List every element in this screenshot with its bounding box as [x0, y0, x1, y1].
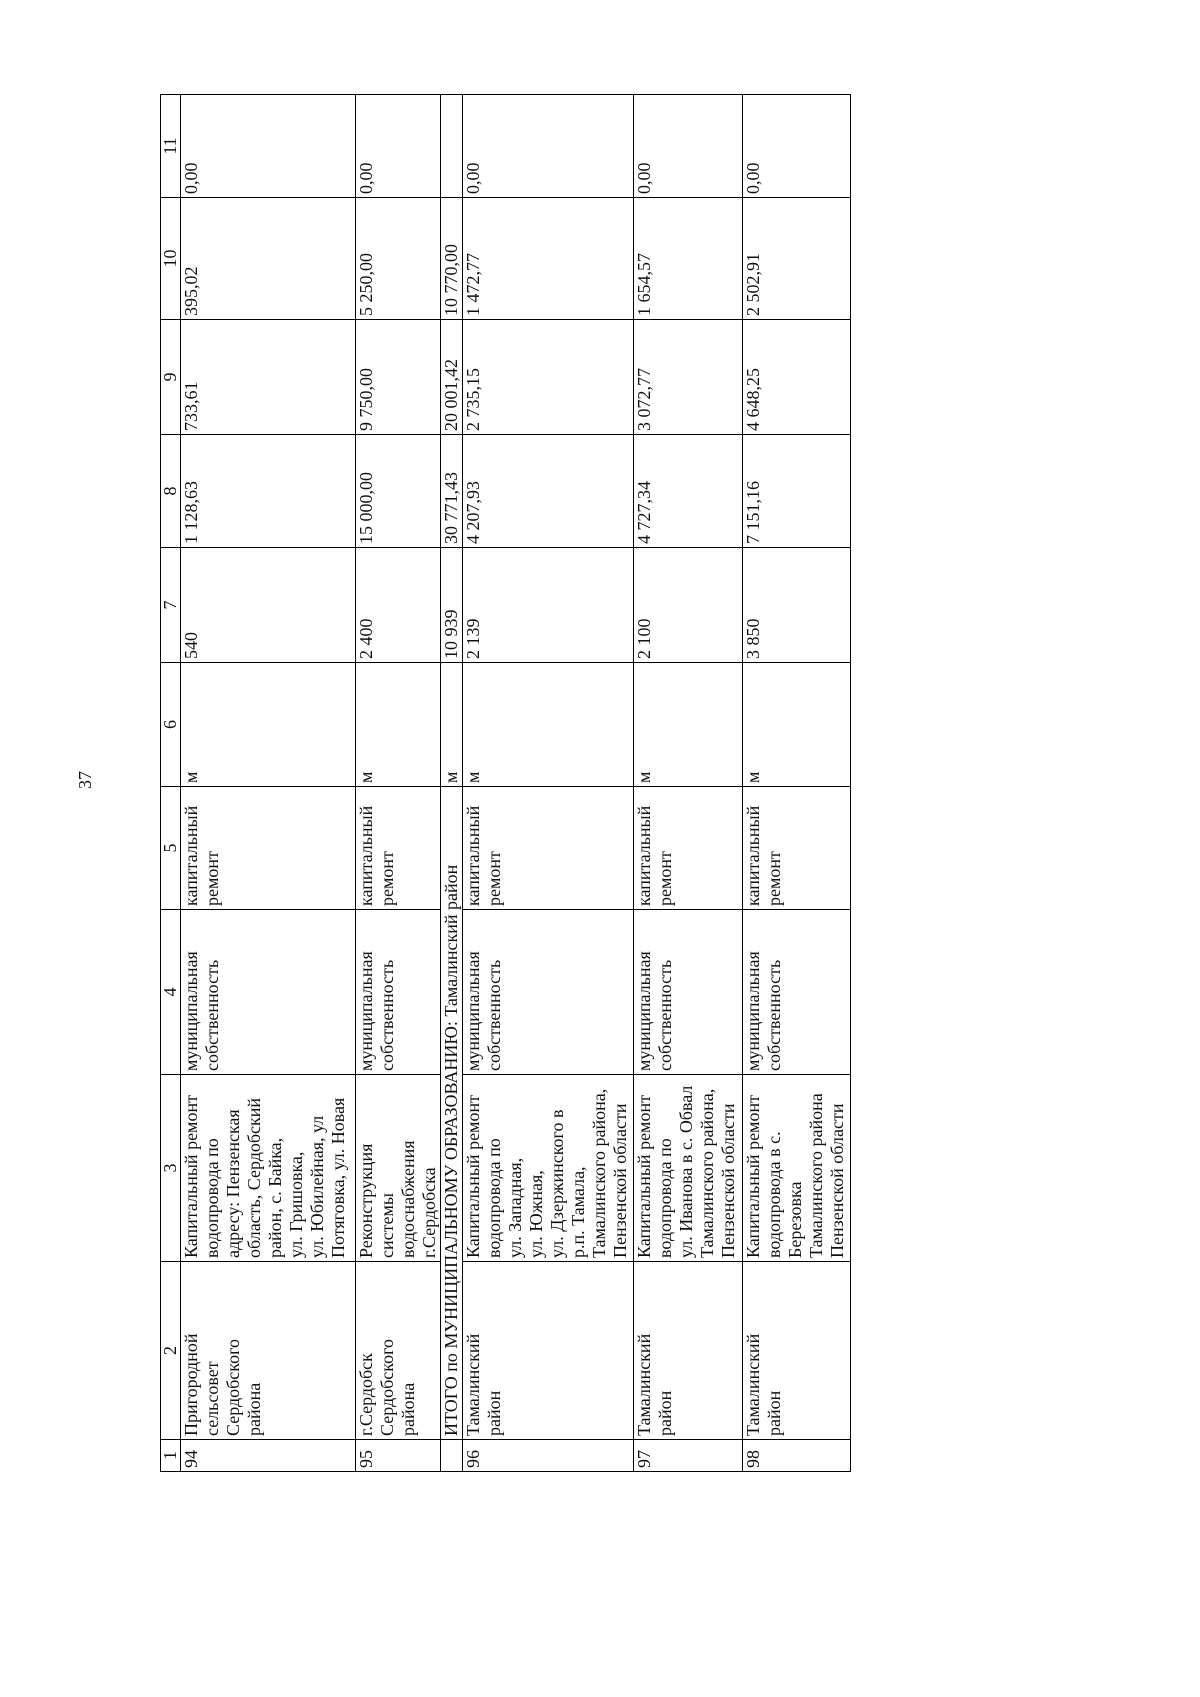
municipality-cell: Пригородной сельсовет Сердобского района [181, 1262, 356, 1440]
header-col-11: 11 [161, 95, 181, 198]
total-row [441, 95, 463, 1472]
value-col-9-cell: 733,61 [181, 320, 356, 435]
table-row [181, 95, 356, 1472]
value-col-11-cell: 0,00 [181, 95, 356, 198]
ownership-cell: муниципальная собственность [463, 910, 634, 1075]
value-col-8-cell: 1 128,63 [181, 435, 356, 548]
rotated-table-sheet [160, 95, 851, 1472]
header-col-2: 2 [161, 1262, 181, 1440]
municipality-cell: г.Сердобск Сердобского района [356, 1262, 441, 1440]
data-table [160, 94, 851, 1472]
quantity-cell: 10 939 [441, 548, 463, 663]
row-number-cell: 95 [356, 1440, 441, 1472]
row-number-cell: 96 [463, 1440, 634, 1472]
value-col-10-cell: 10 770,00 [441, 198, 463, 320]
header-col-5: 5 [161, 787, 181, 910]
table-body [181, 95, 851, 1472]
value-col-10-cell: 1 472,77 [463, 198, 634, 320]
quantity-cell: 3 850 [743, 548, 851, 663]
value-col-8-cell: 15 000,00 [356, 435, 441, 548]
table-row [634, 95, 743, 1472]
unit-cell: м [634, 663, 743, 787]
header-col-9: 9 [161, 320, 181, 435]
object-name-cell: Капитальный ремонт водопровода по адресу: Пензенская область, Сердобский район, с. Байка, ул. Гришовка, ул. Юбилейная, ул Потяговка, ул. Новая [181, 1075, 356, 1262]
ownership-cell: муниципальная собственность [634, 910, 743, 1075]
value-col-8-cell: 30 771,43 [441, 435, 463, 548]
unit-cell: м [441, 663, 463, 787]
value-col-10-cell: 5 250,00 [356, 198, 441, 320]
value-col-8-cell: 4 207,93 [463, 435, 634, 548]
object-name-cell: Капитальный ремонт водопровода в с. Березовка Тамалинского района Пензенской области [743, 1075, 851, 1262]
header-col-3: 3 [161, 1075, 181, 1262]
table-row [463, 95, 634, 1472]
header-col-8: 8 [161, 435, 181, 548]
ownership-cell: муниципальная собственность [181, 910, 356, 1075]
ownership-cell: муниципальная собственность [743, 910, 851, 1075]
work-type-cell: капитальный ремонт [634, 787, 743, 910]
object-name-cell: Реконструкция системы водоснабжения г.Сердобска [356, 1075, 441, 1262]
object-name-cell: Капитальный ремонт водопровода по ул. Западная, ул. Южная, ул. Дзержинского в р.п. Тамала, Тамалинского района, Пензенской области [463, 1075, 634, 1262]
value-col-11-cell: 0,00 [356, 95, 441, 198]
value-col-9-cell: 4 648,25 [743, 320, 851, 435]
work-type-cell: капитальный ремонт [463, 787, 634, 910]
unit-cell: м [463, 663, 634, 787]
header-row [161, 95, 181, 1472]
quantity-cell: 2 139 [463, 548, 634, 663]
quantity-cell: 540 [181, 548, 356, 663]
unit-cell: м [181, 663, 356, 787]
object-name-cell: Капитальный ремонт водопровода по ул. Иванова в с. Обвал Тамалинского района, Пензенской области [634, 1075, 743, 1262]
header-col-4: 4 [161, 910, 181, 1075]
municipality-cell: Тамалинский район [743, 1262, 851, 1440]
work-type-cell: капитальный ремонт [743, 787, 851, 910]
unit-cell: м [356, 663, 441, 787]
value-col-11-cell: 0,00 [463, 95, 634, 198]
value-col-10-cell: 2 502,91 [743, 198, 851, 320]
value-col-8-cell: 7 151,16 [743, 435, 851, 548]
unit-cell: м [743, 663, 851, 787]
municipality-cell: Тамалинский район [634, 1262, 743, 1440]
value-col-9-cell: 9 750,00 [356, 320, 441, 435]
row-number-cell: 97 [634, 1440, 743, 1472]
value-col-9-cell: 20 001,42 [441, 320, 463, 435]
ownership-cell: муниципальная собственность [356, 910, 441, 1075]
value-col-11-cell: 0,00 [634, 95, 743, 198]
value-col-9-cell: 2 735,15 [463, 320, 634, 435]
header-col-10: 10 [161, 198, 181, 320]
value-col-10-cell: 395,02 [181, 198, 356, 320]
table-header [161, 95, 181, 1472]
table-row [356, 95, 441, 1472]
total-label-cell: ИТОГО по МУНИЦИПАЛЬНОМУ ОБРАЗОВАНИЮ: Тамалинский район [441, 787, 463, 1440]
work-type-cell: капитальный ремонт [356, 787, 441, 910]
row-number-cell [441, 1440, 463, 1472]
value-col-11-cell [441, 95, 463, 198]
header-col-1: 1 [161, 1440, 181, 1472]
header-col-7: 7 [161, 548, 181, 663]
table-row [743, 95, 851, 1472]
value-col-8-cell: 4 727,34 [634, 435, 743, 548]
value-col-10-cell: 1 654,57 [634, 198, 743, 320]
value-col-11-cell: 0,00 [743, 95, 851, 198]
header-col-6: 6 [161, 663, 181, 787]
row-number-cell: 94 [181, 1440, 356, 1472]
quantity-cell: 2 400 [356, 548, 441, 663]
municipality-cell: Тамалинский район [463, 1262, 634, 1440]
value-col-9-cell: 3 072,77 [634, 320, 743, 435]
row-number-cell: 98 [743, 1440, 851, 1472]
work-type-cell: капитальный ремонт [181, 787, 356, 910]
quantity-cell: 2 100 [634, 548, 743, 663]
page-number: 37 [75, 771, 95, 789]
